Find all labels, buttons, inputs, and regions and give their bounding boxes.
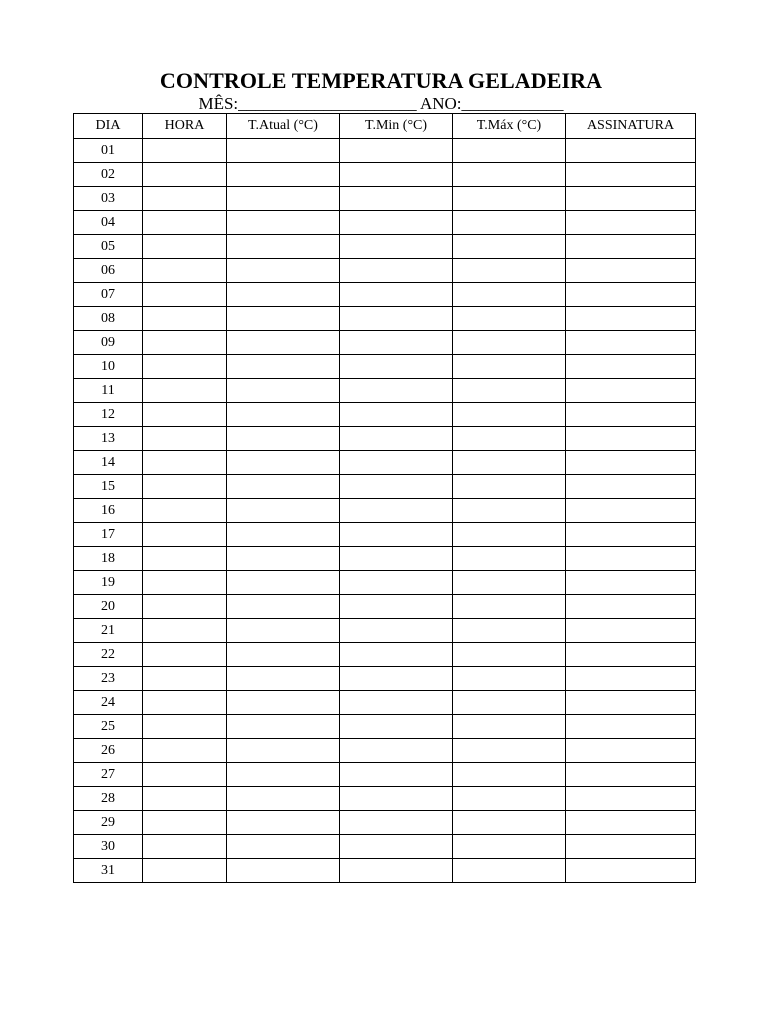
table-row bbox=[74, 403, 696, 427]
t-atual-cell[interactable] bbox=[227, 139, 340, 163]
page-title: CONTROLE TEMPERATURA GELADEIRA bbox=[159, 68, 603, 93]
table-row bbox=[74, 163, 696, 187]
assinatura-cell[interactable] bbox=[566, 787, 696, 811]
table-row bbox=[74, 379, 696, 403]
day-cell: 01 bbox=[74, 139, 143, 163]
day-cell: 22 bbox=[74, 643, 143, 667]
t-atual-cell[interactable] bbox=[227, 667, 340, 691]
t-max-cell[interactable] bbox=[453, 403, 566, 427]
day-cell: 25 bbox=[74, 715, 143, 739]
day-cell: 19 bbox=[74, 571, 143, 595]
hora-cell[interactable] bbox=[143, 811, 227, 835]
assinatura-cell[interactable] bbox=[566, 475, 696, 499]
t-atual-cell[interactable] bbox=[227, 403, 340, 427]
hora-cell[interactable] bbox=[143, 667, 227, 691]
t-atual-cell[interactable] bbox=[227, 163, 340, 187]
table-row bbox=[74, 355, 696, 379]
hora-cell[interactable] bbox=[143, 235, 227, 259]
t-min-cell[interactable] bbox=[340, 571, 453, 595]
hora-cell[interactable] bbox=[143, 571, 227, 595]
day-cell: 08 bbox=[74, 307, 143, 331]
assinatura-cell[interactable] bbox=[566, 163, 696, 187]
t-atual-cell[interactable] bbox=[227, 787, 340, 811]
t-max-cell[interactable] bbox=[453, 211, 566, 235]
assinatura-cell[interactable] bbox=[566, 139, 696, 163]
month-blank: _____________________ bbox=[238, 94, 417, 113]
day-cell: 14 bbox=[74, 451, 143, 475]
temperature-log-table bbox=[73, 113, 696, 883]
day-cell: 26 bbox=[74, 739, 143, 763]
table-row bbox=[74, 619, 696, 643]
t-max-cell[interactable] bbox=[453, 571, 566, 595]
month-label: MÊS: bbox=[198, 94, 239, 113]
t-atual-cell[interactable] bbox=[227, 835, 340, 859]
table-row bbox=[74, 859, 696, 883]
day-cell: 27 bbox=[74, 763, 143, 787]
t-atual-cell[interactable] bbox=[227, 571, 340, 595]
table-row bbox=[74, 523, 696, 547]
t-min-cell[interactable] bbox=[340, 547, 453, 571]
table-row bbox=[74, 307, 696, 331]
t-min-cell[interactable] bbox=[340, 811, 453, 835]
day-cell: 05 bbox=[74, 235, 143, 259]
t-max-cell[interactable] bbox=[453, 259, 566, 283]
table-row bbox=[74, 499, 696, 523]
t-atual-cell[interactable] bbox=[227, 259, 340, 283]
assinatura-cell[interactable] bbox=[566, 235, 696, 259]
table-body bbox=[74, 139, 696, 883]
t-max-cell[interactable] bbox=[453, 715, 566, 739]
t-atual-cell[interactable] bbox=[227, 739, 340, 763]
t-max-cell[interactable] bbox=[453, 835, 566, 859]
hora-cell[interactable] bbox=[143, 187, 227, 211]
t-min-cell[interactable] bbox=[340, 283, 453, 307]
day-cell: 17 bbox=[74, 523, 143, 547]
day-cell: 06 bbox=[74, 259, 143, 283]
assinatura-cell[interactable] bbox=[566, 331, 696, 355]
t-atual-cell[interactable] bbox=[227, 187, 340, 211]
assinatura-cell[interactable] bbox=[566, 715, 696, 739]
t-atual-cell[interactable] bbox=[227, 595, 340, 619]
t-atual-cell[interactable] bbox=[227, 331, 340, 355]
table-row bbox=[74, 283, 696, 307]
t-max-cell[interactable] bbox=[453, 739, 566, 763]
hora-cell[interactable] bbox=[143, 403, 227, 427]
t-atual-cell[interactable] bbox=[227, 235, 340, 259]
hora-cell[interactable] bbox=[143, 619, 227, 643]
table-row bbox=[74, 643, 696, 667]
t-atual-cell[interactable] bbox=[227, 427, 340, 451]
t-atual-cell[interactable] bbox=[227, 355, 340, 379]
hora-cell[interactable] bbox=[143, 499, 227, 523]
assinatura-cell[interactable] bbox=[566, 427, 696, 451]
t-min-cell[interactable] bbox=[340, 787, 453, 811]
t-max-cell[interactable] bbox=[453, 859, 566, 883]
day-cell: 16 bbox=[74, 499, 143, 523]
assinatura-cell[interactable] bbox=[566, 763, 696, 787]
t-min-cell[interactable] bbox=[340, 667, 453, 691]
t-min-cell[interactable] bbox=[340, 763, 453, 787]
t-min-cell[interactable] bbox=[340, 379, 453, 403]
t-min-cell[interactable] bbox=[340, 307, 453, 331]
hora-cell[interactable] bbox=[143, 859, 227, 883]
t-atual-cell[interactable] bbox=[227, 475, 340, 499]
assinatura-cell[interactable] bbox=[566, 739, 696, 763]
header-t-min: T.Min (°C) bbox=[340, 114, 453, 139]
hora-cell[interactable] bbox=[143, 283, 227, 307]
t-atual-cell[interactable] bbox=[227, 619, 340, 643]
table-row bbox=[74, 187, 696, 211]
day-cell: 23 bbox=[74, 667, 143, 691]
table-row bbox=[74, 571, 696, 595]
t-max-cell[interactable] bbox=[453, 643, 566, 667]
assinatura-cell[interactable] bbox=[566, 307, 696, 331]
t-max-cell[interactable] bbox=[453, 379, 566, 403]
table-row bbox=[74, 211, 696, 235]
day-cell: 07 bbox=[74, 283, 143, 307]
t-atual-cell[interactable] bbox=[227, 283, 340, 307]
t-min-cell[interactable] bbox=[340, 211, 453, 235]
t-min-cell[interactable] bbox=[340, 835, 453, 859]
hora-cell[interactable] bbox=[143, 331, 227, 355]
assinatura-cell[interactable] bbox=[566, 691, 696, 715]
t-max-cell[interactable] bbox=[453, 547, 566, 571]
t-max-cell[interactable] bbox=[453, 763, 566, 787]
t-atual-cell[interactable] bbox=[227, 763, 340, 787]
day-cell: 21 bbox=[74, 619, 143, 643]
t-max-cell[interactable] bbox=[453, 619, 566, 643]
t-atual-cell[interactable] bbox=[227, 523, 340, 547]
hora-cell[interactable] bbox=[143, 475, 227, 499]
t-min-cell[interactable] bbox=[340, 499, 453, 523]
header-row bbox=[74, 114, 696, 139]
t-max-cell[interactable] bbox=[453, 811, 566, 835]
hora-cell[interactable] bbox=[143, 523, 227, 547]
assinatura-cell[interactable] bbox=[566, 523, 696, 547]
t-max-cell[interactable] bbox=[453, 667, 566, 691]
t-max-cell[interactable] bbox=[453, 307, 566, 331]
hora-cell[interactable] bbox=[143, 307, 227, 331]
t-max-cell[interactable] bbox=[453, 331, 566, 355]
t-max-cell[interactable] bbox=[453, 283, 566, 307]
t-atual-cell[interactable] bbox=[227, 859, 340, 883]
table-row bbox=[74, 547, 696, 571]
t-min-cell[interactable] bbox=[340, 139, 453, 163]
table-row bbox=[74, 139, 696, 163]
t-atual-cell[interactable] bbox=[227, 379, 340, 403]
day-cell: 31 bbox=[74, 859, 143, 883]
assinatura-cell[interactable] bbox=[566, 379, 696, 403]
hora-cell[interactable] bbox=[143, 595, 227, 619]
t-max-cell[interactable] bbox=[453, 235, 566, 259]
t-atual-cell[interactable] bbox=[227, 691, 340, 715]
t-min-cell[interactable] bbox=[340, 619, 453, 643]
t-min-cell[interactable] bbox=[340, 859, 453, 883]
day-cell: 30 bbox=[74, 835, 143, 859]
hora-cell[interactable] bbox=[143, 739, 227, 763]
t-min-cell[interactable] bbox=[340, 739, 453, 763]
assinatura-cell[interactable] bbox=[566, 811, 696, 835]
assinatura-cell[interactable] bbox=[566, 499, 696, 523]
hora-cell[interactable] bbox=[143, 763, 227, 787]
assinatura-cell[interactable] bbox=[566, 211, 696, 235]
assinatura-cell[interactable] bbox=[566, 667, 696, 691]
t-atual-cell[interactable] bbox=[227, 811, 340, 835]
t-atual-cell[interactable] bbox=[227, 715, 340, 739]
year-label: ANO: bbox=[419, 94, 462, 113]
table-row bbox=[74, 451, 696, 475]
day-cell: 15 bbox=[74, 475, 143, 499]
t-max-cell[interactable] bbox=[453, 499, 566, 523]
day-cell: 28 bbox=[74, 787, 143, 811]
assinatura-cell[interactable] bbox=[566, 835, 696, 859]
hora-cell[interactable] bbox=[143, 451, 227, 475]
hora-cell[interactable] bbox=[143, 643, 227, 667]
assinatura-cell[interactable] bbox=[566, 643, 696, 667]
t-max-cell[interactable] bbox=[453, 187, 566, 211]
table-row bbox=[74, 715, 696, 739]
hora-cell[interactable] bbox=[143, 139, 227, 163]
day-cell: 11 bbox=[74, 379, 143, 403]
hora-cell[interactable] bbox=[143, 259, 227, 283]
table-row bbox=[74, 235, 696, 259]
assinatura-cell[interactable] bbox=[566, 859, 696, 883]
t-min-cell[interactable] bbox=[340, 715, 453, 739]
t-min-cell[interactable] bbox=[340, 427, 453, 451]
assinatura-cell[interactable] bbox=[566, 595, 696, 619]
t-max-cell[interactable] bbox=[453, 691, 566, 715]
day-cell: 02 bbox=[74, 163, 143, 187]
table-row bbox=[74, 835, 696, 859]
table-row bbox=[74, 331, 696, 355]
day-cell: 13 bbox=[74, 427, 143, 451]
header-dia: DIA bbox=[74, 114, 143, 139]
header-hora: HORA bbox=[143, 114, 227, 139]
t-max-cell[interactable] bbox=[453, 523, 566, 547]
assinatura-cell[interactable] bbox=[566, 355, 696, 379]
hora-cell[interactable] bbox=[143, 355, 227, 379]
t-max-cell[interactable] bbox=[453, 355, 566, 379]
day-cell: 18 bbox=[74, 547, 143, 571]
table-row bbox=[74, 427, 696, 451]
hora-cell[interactable] bbox=[143, 715, 227, 739]
hora-cell[interactable] bbox=[143, 547, 227, 571]
day-cell: 04 bbox=[74, 211, 143, 235]
assinatura-cell[interactable] bbox=[566, 451, 696, 475]
t-min-cell[interactable] bbox=[340, 643, 453, 667]
month-year-line bbox=[0, 93, 762, 115]
table-row bbox=[74, 667, 696, 691]
t-min-cell[interactable] bbox=[340, 163, 453, 187]
table-row bbox=[74, 787, 696, 811]
assinatura-cell[interactable] bbox=[566, 619, 696, 643]
t-max-cell[interactable] bbox=[453, 595, 566, 619]
t-min-cell[interactable] bbox=[340, 235, 453, 259]
day-cell: 10 bbox=[74, 355, 143, 379]
t-min-cell[interactable] bbox=[340, 691, 453, 715]
t-atual-cell[interactable] bbox=[227, 307, 340, 331]
day-cell: 09 bbox=[74, 331, 143, 355]
t-atual-cell[interactable] bbox=[227, 499, 340, 523]
t-min-cell[interactable] bbox=[340, 331, 453, 355]
header-t-atual: T.Atual (°C) bbox=[227, 114, 340, 139]
t-max-cell[interactable] bbox=[453, 787, 566, 811]
assinatura-cell[interactable] bbox=[566, 571, 696, 595]
t-min-cell[interactable] bbox=[340, 451, 453, 475]
hora-cell[interactable] bbox=[143, 835, 227, 859]
hora-cell[interactable] bbox=[143, 379, 227, 403]
t-max-cell[interactable] bbox=[453, 139, 566, 163]
table-row bbox=[74, 763, 696, 787]
assinatura-cell[interactable] bbox=[566, 403, 696, 427]
table-row bbox=[74, 595, 696, 619]
table-row bbox=[74, 259, 696, 283]
day-cell: 24 bbox=[74, 691, 143, 715]
day-cell: 03 bbox=[74, 187, 143, 211]
t-min-cell[interactable] bbox=[340, 403, 453, 427]
table-row bbox=[74, 475, 696, 499]
day-cell: 29 bbox=[74, 811, 143, 835]
t-atual-cell[interactable] bbox=[227, 451, 340, 475]
t-min-cell[interactable] bbox=[340, 259, 453, 283]
t-max-cell[interactable] bbox=[453, 451, 566, 475]
t-min-cell[interactable] bbox=[340, 475, 453, 499]
t-atual-cell[interactable] bbox=[227, 211, 340, 235]
day-cell: 20 bbox=[74, 595, 143, 619]
t-atual-cell[interactable] bbox=[227, 643, 340, 667]
assinatura-cell[interactable] bbox=[566, 547, 696, 571]
day-cell: 12 bbox=[74, 403, 143, 427]
assinatura-cell[interactable] bbox=[566, 283, 696, 307]
t-max-cell[interactable] bbox=[453, 475, 566, 499]
hora-cell[interactable] bbox=[143, 211, 227, 235]
header-assinatura: ASSINATURA bbox=[566, 114, 696, 139]
t-min-cell[interactable] bbox=[340, 595, 453, 619]
year-blank: ____________ bbox=[461, 94, 564, 113]
t-min-cell[interactable] bbox=[340, 187, 453, 211]
t-max-cell[interactable] bbox=[453, 163, 566, 187]
assinatura-cell[interactable] bbox=[566, 259, 696, 283]
t-min-cell[interactable] bbox=[340, 355, 453, 379]
hora-cell[interactable] bbox=[143, 163, 227, 187]
assinatura-cell[interactable] bbox=[566, 187, 696, 211]
t-max-cell[interactable] bbox=[453, 427, 566, 451]
hora-cell[interactable] bbox=[143, 787, 227, 811]
table-row bbox=[74, 811, 696, 835]
t-atual-cell[interactable] bbox=[227, 547, 340, 571]
hora-cell[interactable] bbox=[143, 427, 227, 451]
header-t-max: T.Máx (°C) bbox=[453, 114, 566, 139]
table-row bbox=[74, 691, 696, 715]
hora-cell[interactable] bbox=[143, 691, 227, 715]
table-row bbox=[74, 739, 696, 763]
t-min-cell[interactable] bbox=[340, 523, 453, 547]
